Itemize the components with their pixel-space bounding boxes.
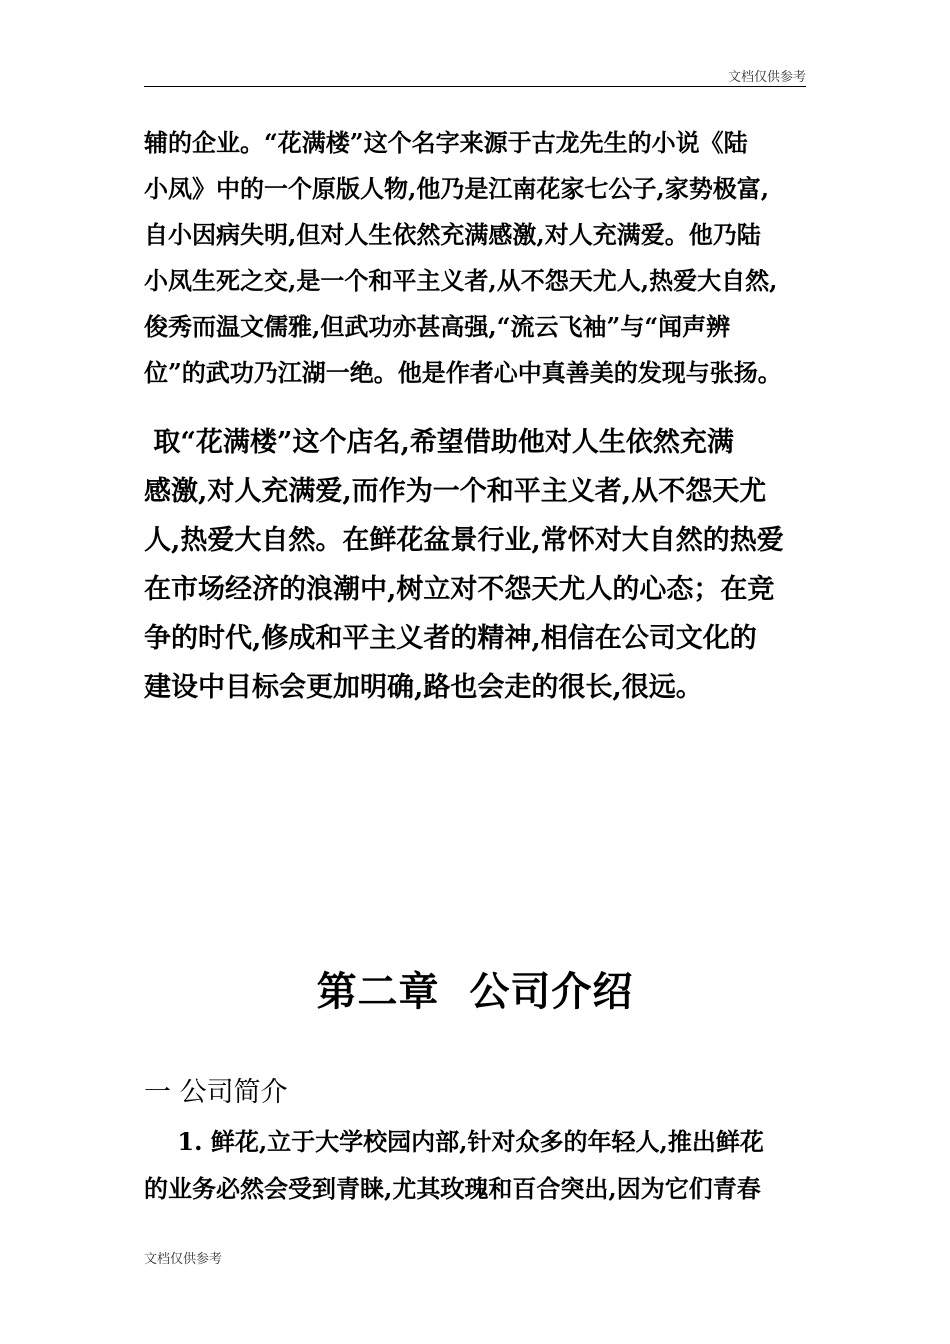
header-divider bbox=[144, 86, 806, 87]
text-line: 1. 鲜花,立于大学校园内部,针对众多的年轻人,推出鲜花 bbox=[144, 1127, 764, 1156]
chapter-title: 第二章 公司介绍 bbox=[316, 968, 634, 1015]
text-line: 位”的武功乃江湖一绝。他是作者心中真善美的发现与张扬。 bbox=[144, 358, 782, 387]
text-line: 建设中目标会更加明确,路也会走的很长,很远。 bbox=[144, 672, 703, 703]
text-line: 自小因病失明,但对人生依然充满感激,对人充满爱。他乃陆 bbox=[144, 220, 761, 249]
text-line: 小凤生死之交,是一个和平主义者,从不怨天尤人,热爱大自然, bbox=[144, 266, 778, 295]
text-line: 争的时代,修成和平主义者的精神,相信在公司文化的 bbox=[144, 623, 757, 654]
section-heading: 一 公司简介 bbox=[144, 1077, 288, 1108]
text-line: 辅的企业。“花满楼”这个名字来源于古龙先生的小说《陆 bbox=[144, 128, 748, 157]
header-note: 文档仅供参考 bbox=[727, 70, 806, 85]
text-line: 俊秀而温文儒雅,但武功亦甚高强,“流云飞袖”与“闻声辨 bbox=[144, 312, 731, 341]
paragraph-store-name-meaning bbox=[144, 418, 824, 712]
text-line: 小凤》中的一个原版人物,他乃是江南花家七公子,家势极富, bbox=[144, 174, 770, 203]
text-line: 的业务必然会受到青睐,尤其玫瑰和百合突出,因为它们青春 bbox=[144, 1174, 761, 1203]
paragraph-flower-house-origin bbox=[144, 120, 824, 396]
text-line: 感激,对人充满爱,而作为一个和平主义者,从不怨天尤 bbox=[144, 476, 767, 507]
text-line: 人,热爱大自然。在鲜花盆景行业,常怀对大自然的热爱 bbox=[144, 525, 784, 556]
text-line: 取“花满楼”这个店名,希望借助他对人生依然充满 bbox=[144, 427, 734, 458]
footer-note: 文档仅供参考 bbox=[144, 1252, 223, 1267]
paragraph-company-intro bbox=[144, 1118, 824, 1212]
text-line: 在市场经济的浪潮中,树立对不怨天尤人的心态；在竞 bbox=[144, 574, 775, 605]
